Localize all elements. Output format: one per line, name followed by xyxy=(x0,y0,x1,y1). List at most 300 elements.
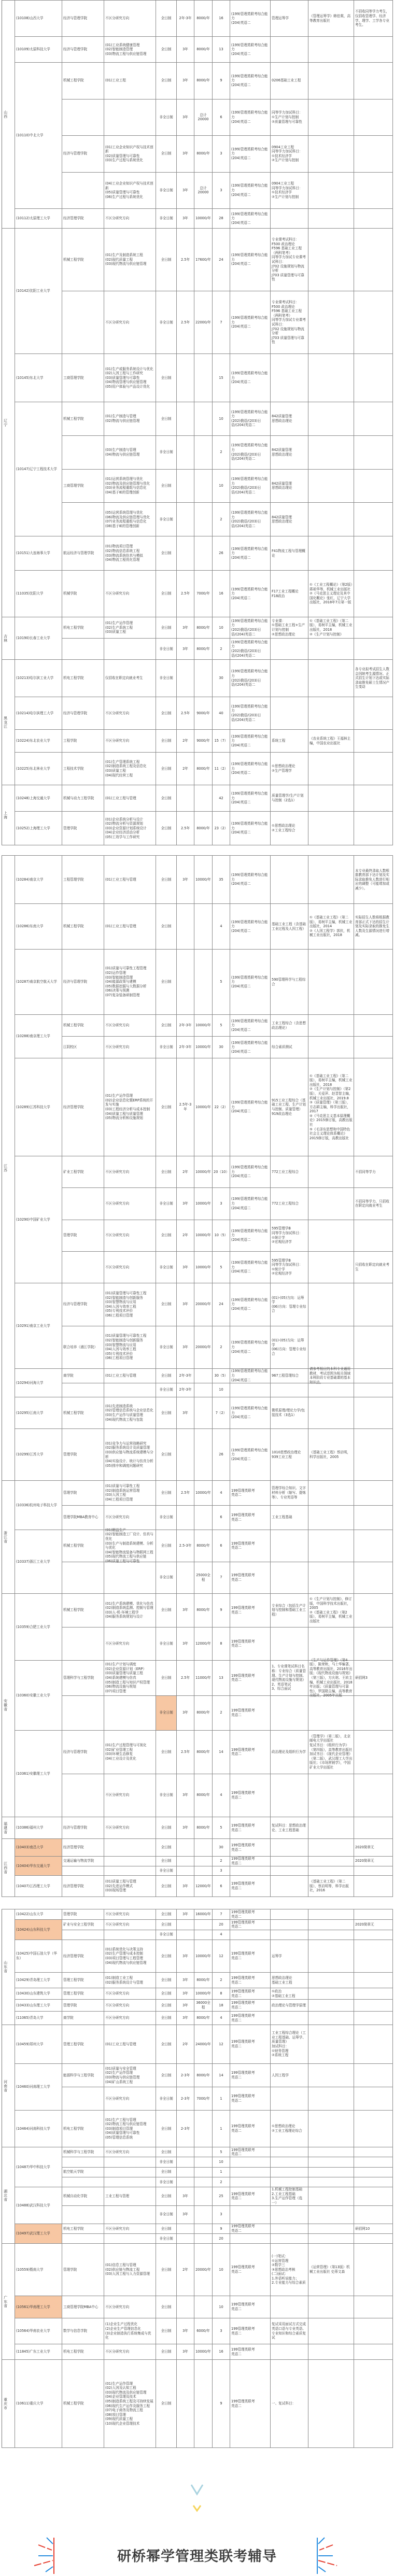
study-mode: 全日制 xyxy=(161,2193,172,2198)
college: 交通运输与物流学院 xyxy=(63,1859,94,1863)
exam-subjects: 199管理类联考 英语二 xyxy=(231,2001,255,2009)
enrollment-count: 28 xyxy=(219,216,223,221)
duration: 2年 xyxy=(182,2267,188,2272)
enrollment-count: 2 xyxy=(220,646,222,651)
notes xyxy=(354,37,392,62)
notes xyxy=(354,63,392,99)
direction: 不区分研究方向 xyxy=(105,1825,130,1830)
reference-books xyxy=(308,1188,354,1219)
college: 经济管理学院 xyxy=(63,216,84,221)
table-row xyxy=(2,1156,393,1188)
tuition xyxy=(194,354,212,402)
province-label: 吉林 xyxy=(3,634,8,643)
college: 机械工程学院 xyxy=(63,1608,84,1612)
retest-subjects: 同等学力加试科目： ①生产计划与控制 ②质量管理与可靠性 xyxy=(272,110,303,124)
notes xyxy=(354,1594,392,1627)
tuition: 10000/年 xyxy=(195,1991,211,1996)
reference-books xyxy=(308,1252,354,1283)
direction xyxy=(104,2168,156,2177)
college: 经济与管理学院 xyxy=(63,711,88,715)
retest-subjects: 967工程管理综合 xyxy=(272,1373,299,1378)
retest-subjects: 590管理科学与工程综合 xyxy=(272,977,306,986)
tuition: 10000/年 xyxy=(195,1490,211,1495)
table-row xyxy=(2,209,393,229)
tuition: 24000/年 xyxy=(195,2042,211,2046)
college: 机械科学与工程学院 xyxy=(63,2149,94,2154)
study-mode: 全日制 xyxy=(161,2349,172,2354)
table-row xyxy=(2,354,393,402)
duration: 3年 xyxy=(182,1912,188,1917)
school-name: (10561)华南理工大学 xyxy=(16,2304,50,2309)
retest-subjects: 工业工程综合（含思想政治理论） xyxy=(272,1021,306,1030)
college: 机械工程学院 xyxy=(63,1023,84,1028)
table-row xyxy=(2,1940,393,1973)
duration: 2.5年 xyxy=(180,1490,190,1495)
notes xyxy=(354,1369,392,1383)
exam-subjects: (199)管理类联考综合能力 (202)俄语/(203)日语/(204)英语二 xyxy=(231,477,268,494)
school-name: (10284)南京大学 xyxy=(16,877,44,882)
study-mode: 全日制 xyxy=(161,2016,172,2020)
notes xyxy=(354,1817,392,1838)
retest-subjects: 842质量管理 思想政治理论 xyxy=(272,481,292,490)
college: 管理学院MBA教育中心 xyxy=(63,1515,98,1520)
table-row xyxy=(2,2296,393,2318)
enrollment-count: 5 xyxy=(220,1825,222,1830)
enrollment-count: 6 xyxy=(220,1884,222,1888)
enrollment-count: 4 xyxy=(220,1793,222,1797)
duration xyxy=(177,660,194,697)
study-mode: 全日制 xyxy=(161,1749,172,1754)
retest-subjects: 政治理论与管理学原理 xyxy=(272,2003,306,2007)
retest-subjects: 复试科目：思想政治理论、工业工程基础 xyxy=(272,1823,306,1832)
retest-subjects: 0904工业工程 同等学力加试科目： ①技术经济学 ②生产计划与控制 xyxy=(272,145,303,163)
retest-subjects xyxy=(271,697,308,729)
duration xyxy=(177,2360,194,2447)
duration xyxy=(177,785,194,811)
college: 经济管理学院 xyxy=(63,1954,84,1958)
retest-subjects xyxy=(271,2224,308,2233)
notes xyxy=(354,2168,392,2177)
table-row xyxy=(2,1839,393,1857)
college xyxy=(62,503,104,536)
school-name: (10497)武汉理工大学 xyxy=(16,2231,50,2236)
college xyxy=(62,1930,104,1940)
tuition xyxy=(194,2177,212,2187)
direction: 不区分研究方向 xyxy=(105,2016,130,2020)
exam-subjects: 199管理类联考 英语二 xyxy=(231,2347,255,2356)
reference-books xyxy=(308,1283,354,1326)
exam-subjects: (199)管理类联考综合能力 (204)英语二 xyxy=(231,253,268,266)
exam-subjects: (199)管理类联考综合能力 (204)英语二 xyxy=(231,1406,268,1420)
duration: 3年 xyxy=(182,1641,188,1646)
direction: 不区分研究方向 xyxy=(105,320,130,324)
notes xyxy=(354,730,392,752)
reference-books xyxy=(308,1920,354,1930)
retest-subjects: 工业工程基础 xyxy=(272,1515,292,1520)
notes: 只招收在职定向就业考生 xyxy=(355,1263,389,1271)
study-mode: 非全日制 xyxy=(159,646,173,651)
duration: 3年 xyxy=(182,78,188,83)
study-mode: 非全日制 xyxy=(159,1344,173,1349)
duration: 2.5年-3年 xyxy=(179,1102,192,1111)
direction xyxy=(104,2157,156,2167)
duration: 2.5-3年 xyxy=(179,1543,192,1548)
college xyxy=(62,1866,104,1876)
table-row xyxy=(2,950,393,1015)
duration: 2年-3年 xyxy=(179,1045,192,1050)
exam-subjects xyxy=(230,2234,270,2243)
college xyxy=(62,100,104,136)
retest-subjects xyxy=(271,1866,308,1876)
duration: 3年 xyxy=(182,1991,188,1996)
retest-subjects: 工业工程综合理论（工业工程基础、运筹学、质量管理） 加试科目： ①财务管理 ②系统工程 xyxy=(272,2031,306,2058)
reference-books xyxy=(308,173,354,209)
direction xyxy=(104,1839,156,1856)
enrollment-count: 13 xyxy=(219,47,223,52)
enrollment-count: 20 xyxy=(219,2236,223,2241)
reference-books xyxy=(308,2360,354,2447)
school-name: (10361)安徽理工大学 xyxy=(16,1771,50,1776)
reference-books xyxy=(308,1481,354,1505)
exam-subjects: 199管理类联考 英语二 xyxy=(231,1881,255,1890)
duration: 3年 xyxy=(182,216,188,221)
reference-books xyxy=(308,1037,354,1058)
retest-subjects xyxy=(271,1562,308,1594)
table-row xyxy=(2,2318,393,2344)
tuition: 8000/年 xyxy=(196,1749,210,1754)
direction: 不区分研究方向 xyxy=(105,1922,130,1927)
exam-subjects: 199管理类联考 英语二 xyxy=(231,2224,255,2233)
duration: 3年 xyxy=(182,1793,188,1797)
duration: 3年 xyxy=(182,1608,188,1612)
college xyxy=(62,2157,104,2167)
school-name: (10299)江苏大学 xyxy=(16,1452,44,1457)
reference-books xyxy=(308,1857,354,1866)
reference-books xyxy=(308,1988,354,1999)
direction: 不区分研究方向 xyxy=(105,1265,130,1269)
enrollment-count: 10 xyxy=(219,1388,223,1392)
school-name: (10294)河海大学 xyxy=(16,1380,44,1385)
notes xyxy=(354,1058,392,1156)
enrollment-count: 13 xyxy=(219,1675,223,1680)
college: 管理学院 xyxy=(63,2267,77,2272)
tuition: 8000/年 xyxy=(196,2073,210,2077)
direction xyxy=(104,2206,156,2224)
retest-subjects xyxy=(271,1930,308,1940)
reference-books xyxy=(308,2206,354,2224)
study-mode: 全日制 xyxy=(161,1884,172,1888)
college: 机电工程学院 xyxy=(63,2226,84,2231)
enrollment-count: 30 xyxy=(219,676,223,681)
retest-subjects: 综合素质测试 xyxy=(272,1045,292,1050)
retest-subjects: 基础工业工程（含基础工业过程及人因工程） xyxy=(272,922,306,931)
duration xyxy=(177,1839,194,1856)
study-mode: 全日制 xyxy=(161,1233,172,1238)
reference-books: ①《基础工业工程》（第二版），易树平主编，机械工业出版社，2018 ②《生产计划与控制》 xyxy=(309,618,353,636)
enrollment-count: 1 xyxy=(220,2096,222,2101)
direction: 不区分研究方向 xyxy=(105,1023,130,1028)
duration: 3年 xyxy=(182,1344,188,1349)
direction xyxy=(104,100,156,136)
school-name: (10110)中北大学 xyxy=(16,133,44,138)
retest-subjects: (一)笔试： ①运营管理 ②数学三 ③思想政治考核 (二)面试： 1.外语听说能力； 2.专业能力与综合素质 xyxy=(272,2254,306,2285)
study-mode: 全日制 xyxy=(161,2073,172,2077)
duration xyxy=(177,1920,194,1930)
reference-books xyxy=(308,1866,354,1876)
reference-books xyxy=(308,950,354,1014)
reference-books xyxy=(308,1220,354,1251)
reference-books xyxy=(308,697,354,729)
duration: 2-3年 xyxy=(180,2126,190,2131)
duration: 3年 xyxy=(182,625,188,630)
duration: 3年 xyxy=(182,1302,188,1307)
duration: 2.5年 xyxy=(180,257,190,262)
study-mode: 全日制 xyxy=(161,1845,172,1850)
duration: 2年-3年 xyxy=(179,16,192,21)
exam-subjects: (199)管理类联考综合能力 (204)英语二 xyxy=(231,1260,268,1274)
reference-books xyxy=(308,660,354,697)
reference-books xyxy=(308,1930,354,1940)
table-row xyxy=(2,2012,393,2025)
enrollment-count: 5 xyxy=(220,980,222,984)
school-name: (10433)山东理工大学 xyxy=(16,2003,50,2007)
right-burst-icon xyxy=(314,2538,338,2574)
tuition: 8000/年 xyxy=(196,47,210,52)
enrollment-count: 26 xyxy=(219,1452,223,1457)
reference-books xyxy=(308,2177,354,2187)
direction: (04)工业企业知识产权与技术创新 (05)质量管理与可靠性 (06)生产过程与系统优化 xyxy=(105,181,153,199)
notes xyxy=(354,173,392,209)
college: 航空航天学院 xyxy=(63,2170,84,2174)
study-mode: 非全日制 xyxy=(159,320,173,324)
tuition xyxy=(194,1506,212,1530)
school-name: (11035)沈阳大学 xyxy=(16,591,44,596)
retest-subjects xyxy=(271,1383,308,1397)
exam-subjects: 199管理类联考 英语二 xyxy=(231,2191,255,2201)
duration: 2-3年 xyxy=(180,2096,190,2101)
study-mode: 非全日制 xyxy=(159,2179,173,2184)
study-mode: 全日制 xyxy=(161,625,172,630)
exam-subjects: 199管理类联考 英语二 xyxy=(231,2326,255,2336)
notes xyxy=(354,2147,392,2157)
enrollment-count: 7 xyxy=(220,1912,222,1917)
enrollment-count: 6 xyxy=(220,1515,222,1520)
enrollment-count: 10 xyxy=(219,625,223,630)
enrollment-count: 10（5） xyxy=(214,1233,228,1238)
exam-subjects: 199管理类联考 英语二 xyxy=(231,2124,255,2133)
study-mode: 全日制 xyxy=(161,2401,172,2406)
direction: (01)企业系统分析与设计 (02)物流分析与资源规划 (03)企业资源计划系统设计 (04)企业经济活动分析 (05)工效学与工作研究 xyxy=(105,817,147,839)
tuition: 9000/年 xyxy=(196,739,210,743)
province-label: 上海 xyxy=(3,811,8,819)
retest-subjects: 一、复试科目： xyxy=(272,2401,296,2406)
tuition: 10000/年 xyxy=(195,1201,211,1206)
college: 商学院 xyxy=(63,2016,74,2020)
notes: 不招收同等学力考生，仅招收管理学、经济学、理学、工学各专业考生。 xyxy=(355,9,389,27)
notes xyxy=(354,1973,392,1988)
study-mode: 非全日制 xyxy=(159,1710,173,1715)
duration xyxy=(177,1930,194,1940)
province-label: 安徽省 xyxy=(3,1699,8,1711)
chevron-down-icon xyxy=(190,2484,204,2496)
notes: 各专业拟考试招生人数会因统考生源情况、正式招生计划下达或实际录取推免硕士生情况产生变动 xyxy=(355,667,389,689)
reference-books xyxy=(308,1839,354,1856)
banner-title: 研桥幂学管理类联考辅导 xyxy=(117,2549,277,2565)
school-name: (10403)南昌大学 xyxy=(16,1845,44,1850)
exam-subjects: (199)管理类联考综合能力 (204)英语二 xyxy=(231,734,268,747)
school-name: (10464)河南科技大学 xyxy=(16,2126,50,2131)
exam-subjects: 199管理类联考 英语二 xyxy=(231,2265,255,2274)
table-segment xyxy=(2,1909,393,2448)
direction xyxy=(104,2177,156,2187)
notes xyxy=(354,639,392,659)
table-row xyxy=(2,2025,393,2064)
retest-subjects xyxy=(271,2012,308,2025)
reference-books xyxy=(308,37,354,62)
study-mode: 全日制 xyxy=(161,2304,172,2309)
direction: (01)生产及制造系统工程 (02)现代质量工程 (03)现代物流与供应链管理 xyxy=(105,253,147,266)
exam-subjects: (199)管理类联考综合能力 (204)英语二 xyxy=(231,1197,268,1210)
study-mode: 全日制 xyxy=(161,1302,172,1307)
school-name: (10151)大连海事大学 xyxy=(16,551,50,556)
school-name: (11845)广东工业大学 xyxy=(16,2349,50,2354)
duration xyxy=(177,1562,194,1594)
table-row xyxy=(2,1920,393,1930)
duration: 2.5年 xyxy=(180,1749,190,1754)
direction: 不区分研究方向 xyxy=(105,2349,130,2354)
tuition: 8000/年 xyxy=(196,1978,210,1983)
direction: (01)质量工程与管理 (02)先进运作模式 (03)现场管理 xyxy=(105,1879,136,1893)
tuition: 8000/年 xyxy=(196,1543,210,1548)
enrollment-count: 15（7） xyxy=(214,739,228,743)
direction: (01)质量与可靠性工程 (02)制造系统运营管理 (03)人因工程 (04)工程项目管理 xyxy=(105,1484,140,1502)
school-name: (10112)太原理工大学 xyxy=(16,216,50,221)
reference-books xyxy=(308,2000,354,2011)
tuition xyxy=(194,785,212,811)
province-label: 辽宁 xyxy=(3,418,8,427)
tuition xyxy=(194,1429,212,1480)
enrollment-count: 15 xyxy=(219,375,223,380)
notes xyxy=(354,1326,392,1369)
enrollment-count: 16 xyxy=(219,16,223,21)
notes xyxy=(354,1015,392,1036)
tuition: 20000/年 xyxy=(195,1344,211,1349)
retest-subjects xyxy=(271,209,308,228)
tuition: 10000/年 xyxy=(195,216,211,221)
notes xyxy=(354,1866,392,1876)
college: 矿业工程学院 xyxy=(63,1169,84,1174)
notes xyxy=(354,1774,392,1817)
college xyxy=(62,2087,104,2110)
reference-books: 请参考相应的本科专业通用教材，考试范围为相关领域本科阶段专业基础课的基本知识点。 xyxy=(309,1367,351,1384)
school-name: (10147)辽宁工程技术大学 xyxy=(16,466,57,471)
direction xyxy=(104,1383,156,1397)
notes xyxy=(354,354,392,402)
college: 机械工程学院 xyxy=(63,257,84,262)
direction: (01)质量与安全管理 (02)生产运作管理 (03)物流与供应链管理 (04)矿山系统工程 xyxy=(105,2066,140,2084)
duration xyxy=(177,2177,194,2187)
exam-subjects: 199管理类联考 英语二 xyxy=(231,1673,255,1682)
college: 经济管理学院 xyxy=(63,1845,84,1850)
table-row xyxy=(2,229,393,291)
school-name: (10290)中国矿业大学 xyxy=(16,1217,50,1222)
college: 机械工程学院 xyxy=(63,2401,84,2406)
duration: 2年-3年 xyxy=(179,1373,192,1378)
school-name: (10295)江南大学 xyxy=(16,1410,44,1415)
duration: 3年 xyxy=(182,188,188,192)
duration xyxy=(177,2157,194,2167)
province-label: 湖北省 xyxy=(3,2189,8,2202)
college: 经济管理学院 xyxy=(63,1105,84,1109)
school-name: (10429)青岛理工大学 xyxy=(16,1978,50,1983)
exam-subjects: 199管理类联考 英语二 xyxy=(231,1791,255,1800)
retest-subjects: 运筹学 xyxy=(272,1954,282,1958)
reference-books xyxy=(308,291,354,353)
retest-subjects: 微机原理/理论力学/包装技术（3选1） xyxy=(272,1408,305,1417)
tuition: 10000/年 xyxy=(195,1169,211,1174)
enrollment-count: 8 xyxy=(220,1641,222,1646)
direction: 不区分研究方向 xyxy=(105,2149,130,2154)
exam-subjects xyxy=(230,1383,270,1397)
tuition: 10000/年 xyxy=(195,1105,211,1109)
direction: (01)工业工程与管理 xyxy=(105,1373,136,1378)
retest-subjects: 思想政治理论 基础工业工程 xyxy=(272,1975,292,1985)
reference-books xyxy=(308,785,354,811)
duration xyxy=(177,1429,194,1480)
exam-subjects: (199)管理类联考综合能力 (204)英语二 xyxy=(231,43,268,56)
notes xyxy=(354,1909,392,1919)
school-name: (10145)东北大学 xyxy=(16,375,44,380)
tuition: 8000/年 xyxy=(196,1793,210,1797)
retest-subjects xyxy=(271,2168,308,2177)
table-row xyxy=(2,1817,393,1839)
table-row xyxy=(2,904,393,950)
exam-subjects: 199管理类联考 英语二 xyxy=(231,1909,255,1919)
direction: 不区分研究方向 xyxy=(105,1641,130,1646)
reference-books: 《基础工业工程》（第二版），蔡启明等，科学出版社，2016 xyxy=(309,1879,349,1893)
table-row xyxy=(2,856,393,904)
notes: 实际招生人数将根据教育部正式下达的招生计划及实际录取的推免生人数及生源情况进行增减。 xyxy=(355,915,389,938)
college: 管理科学与工程学院 xyxy=(63,1675,94,1680)
school-name: (10460)河南理工大学 xyxy=(16,2085,50,2089)
retest-subjects xyxy=(271,2344,308,2359)
direction: 不区分研究方向 xyxy=(105,1793,130,1797)
exam-subjects: (199)管理类联考综合能力 (204)英语二 xyxy=(231,147,268,161)
direction xyxy=(104,1866,156,1876)
enrollment-count: 5 xyxy=(220,1023,222,1028)
tuition: 8000/年 xyxy=(196,1608,210,1612)
retest-subjects xyxy=(271,2206,308,2224)
table-row xyxy=(2,1857,393,1866)
enrollment-count: 10 xyxy=(219,2304,223,2309)
college xyxy=(62,1562,104,1594)
tuition xyxy=(194,950,212,1014)
college: 经济与管理学院 xyxy=(63,980,88,984)
duration: 3年 xyxy=(182,1954,188,1958)
exam-subjects: 199管理类联考 英语二 xyxy=(231,1843,255,1852)
notes xyxy=(354,785,392,811)
notes xyxy=(354,2025,392,2063)
retest-subjects: F41物流工程与管理概论 xyxy=(272,548,305,558)
duration xyxy=(177,2296,194,2318)
exam-subjects: 199管理类联考 英语二 xyxy=(231,1989,255,1998)
duration: 2年 xyxy=(182,2042,188,2046)
exam-subjects: (199)管理类联考综合能力 (204)英语二 xyxy=(231,919,268,933)
exam-subjects: 199管理类联考 英语二 xyxy=(231,1488,255,1497)
exam-subjects: (199)管理类联考综合能力 (204)英语二 xyxy=(231,1040,268,1054)
reference-books xyxy=(308,753,354,785)
exam-subjects: (199)管理类联考综合能力 (204)英语二 xyxy=(231,110,268,124)
